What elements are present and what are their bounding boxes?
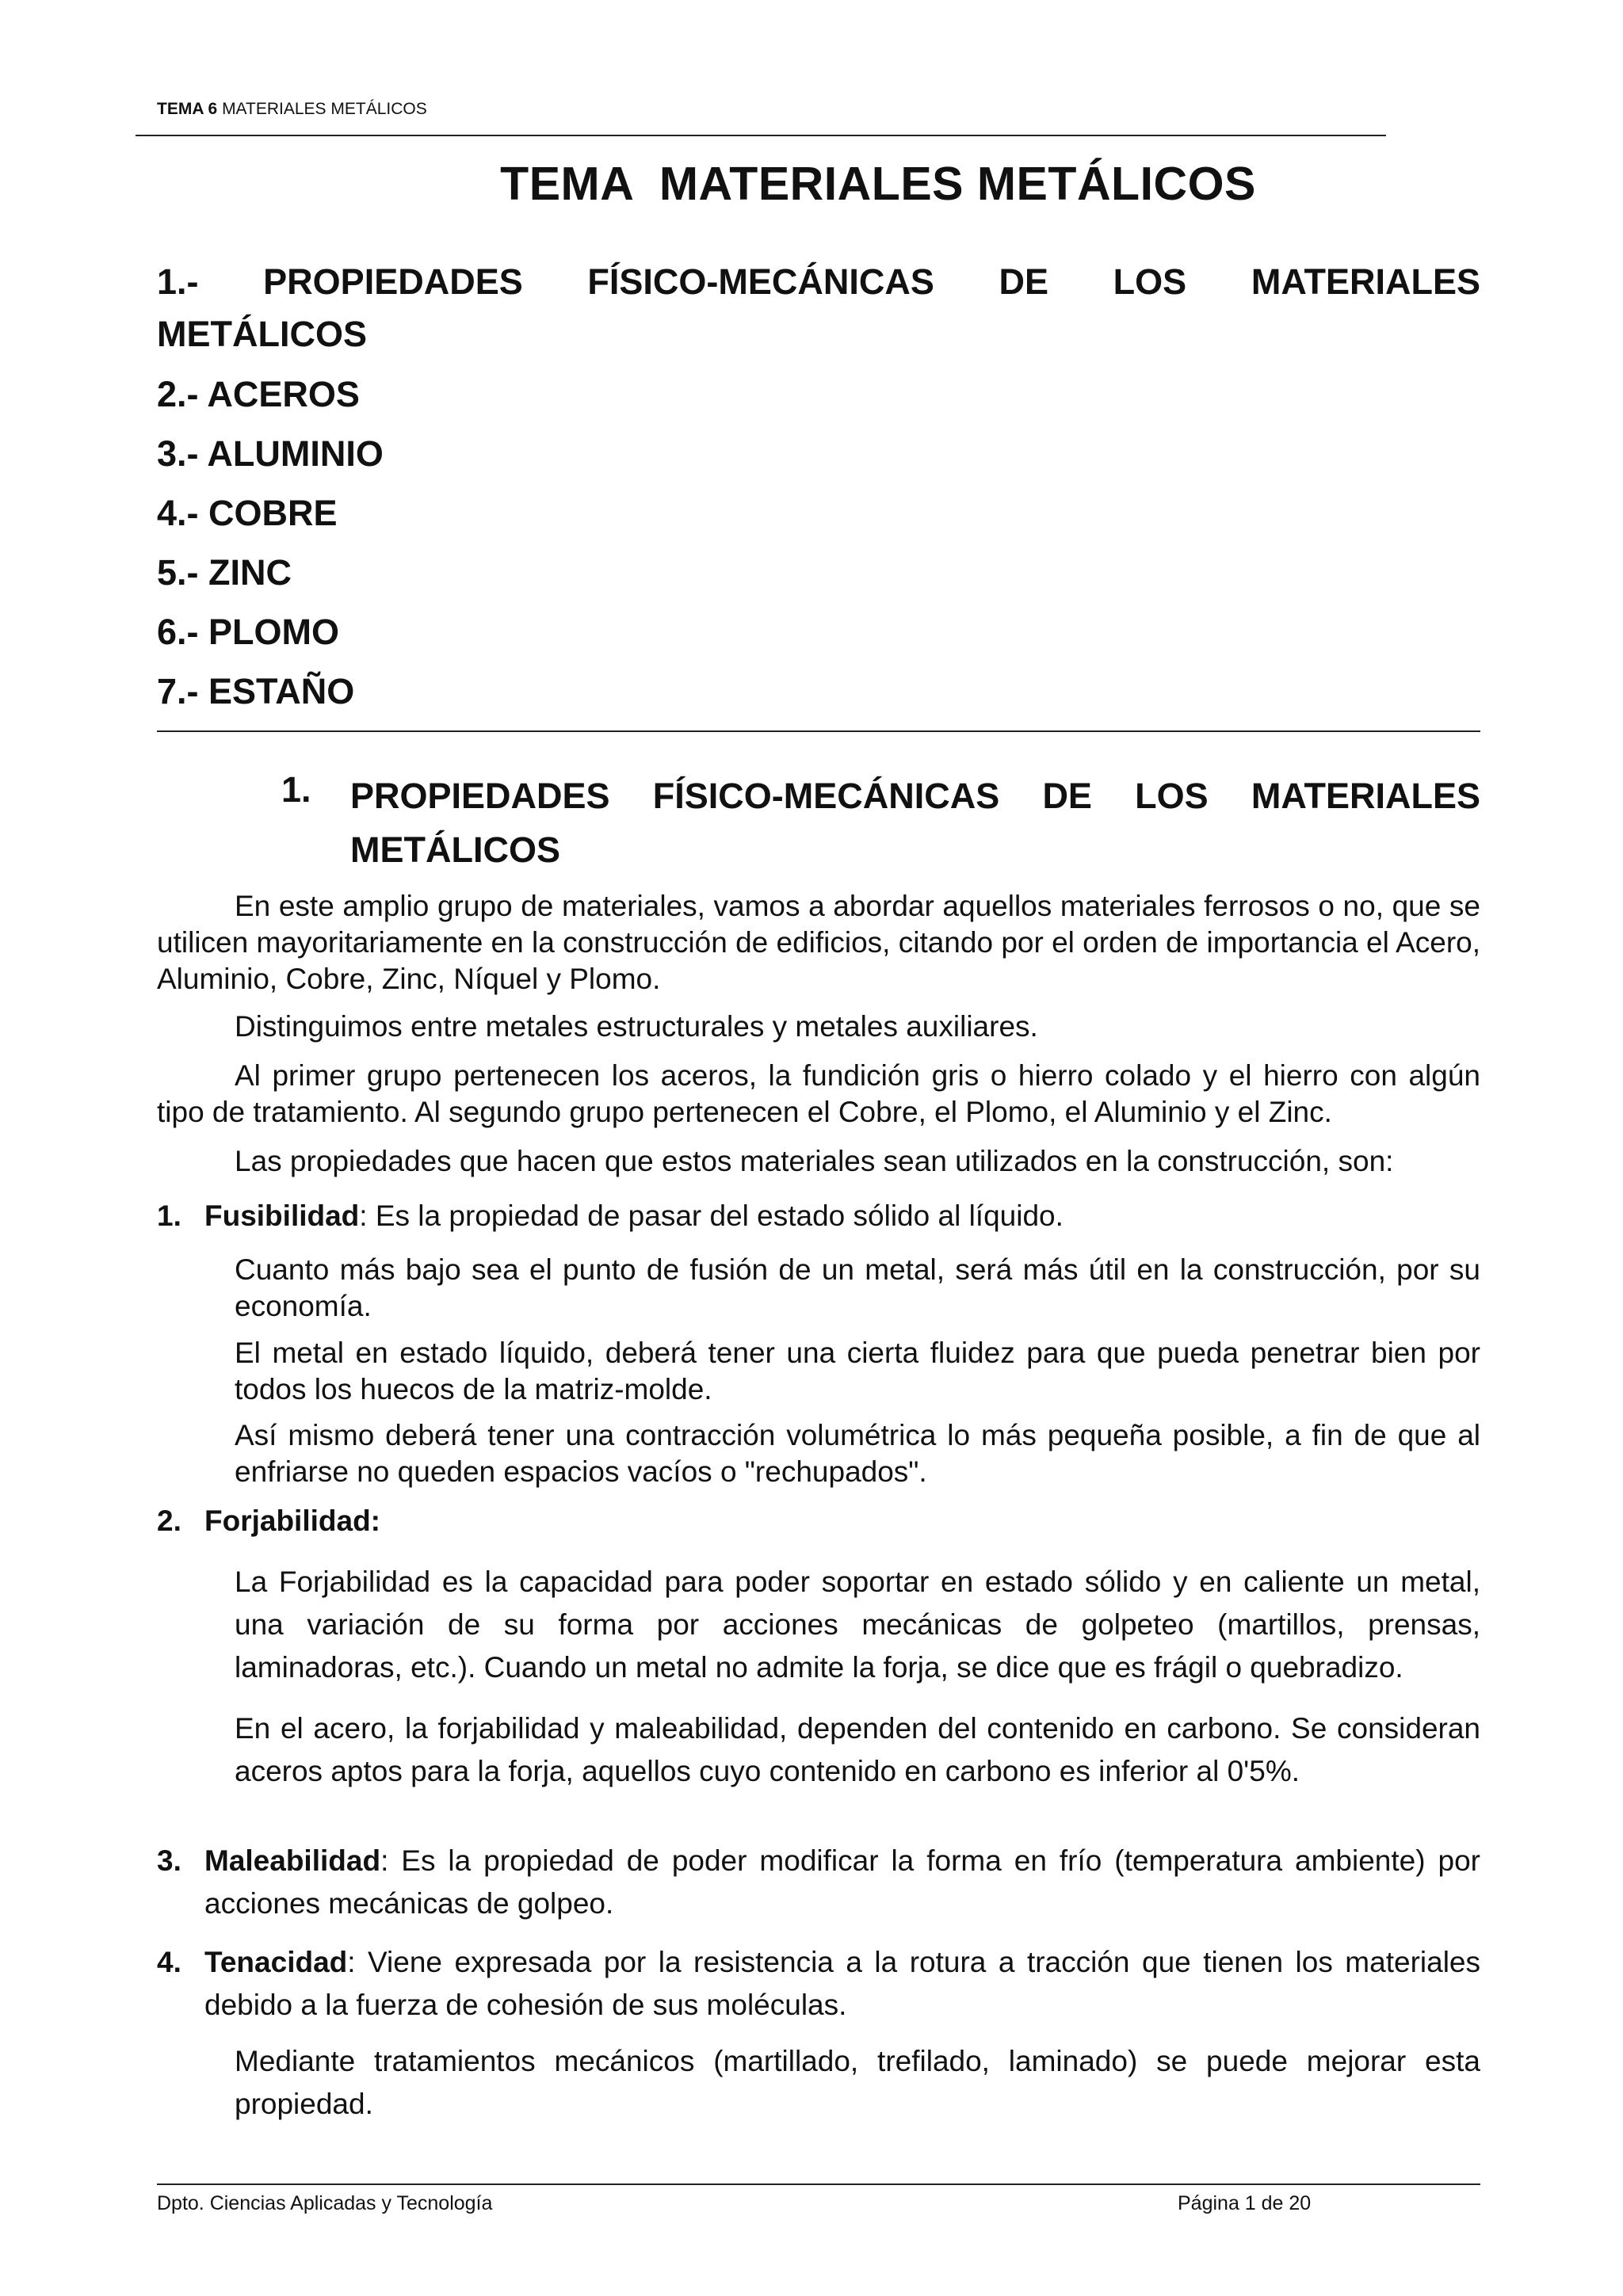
section-title-line1: PROPIEDADES FÍSICO-MECÁNICAS DE LOS MATERIALES: [350, 776, 1480, 816]
toc-item-2: 2.- ACEROS: [157, 374, 360, 414]
header-rule: [136, 135, 1386, 136]
list-item-forjabilidad: [204, 1500, 1480, 1543]
section-number: 1.: [281, 769, 311, 810]
paragraph-intro: En este amplio grupo de materiales, vamos a abordar aquellos materiales ferrosos o no, que se utilicen mayoritariamente en la construcción de edificios, citando por el orden de importancia el Acero, Aluminio, Cobre, Zinc, Níquel y Plomo.: [157, 890, 1481, 995]
toc-item-6: 6.- PLOMO: [157, 612, 340, 652]
footer-rule: [157, 2183, 1480, 2185]
fusibilidad-sub-1: Cuanto más bajo sea el punto de fusión de un metal, será más útil en la construcción, por su economía.: [235, 1253, 1480, 1322]
def-maleabilidad: : Es la propiedad de poder modificar la forma en frío (temperatura ambiente) por acciones mecánicas de golpeo.: [204, 1844, 1480, 1920]
section-title: [350, 769, 1480, 877]
list-number-4: 4.: [157, 1946, 181, 1978]
forjabilidad-sub-1: La Forjabilidad es la capacidad para poder soportar en estado sólido y en caliente un metal, una variación de su forma por acciones mecánicas de golpeteo (martillos, prensas, laminadoras, etc.). Cuando un metal no admite la forja, se dice que es frágil o quebradizo.: [235, 1566, 1480, 1684]
term-tenacidad: Tenacidad: [204, 1946, 348, 1978]
def-tenacidad: : Viene expresada por la resistencia a la rotura a tracción que tienen los materiales debido a la fuerza de cohesión de sus moléculas.: [204, 1946, 1480, 2021]
tenacidad-sub-1: Mediante tratamientos mecánicos (martillado, trefilado, laminado) se puede mejorar esta propiedad.: [235, 2045, 1480, 2120]
toc-item-1-cont: METÁLICOS: [157, 314, 367, 354]
section-title-line2: METÁLICOS: [350, 830, 560, 870]
term-maleabilidad: Maleabilidad: [204, 1844, 381, 1877]
footer-department: Dpto. Ciencias Aplicadas y Tecnología: [157, 2192, 493, 2214]
paragraph-distinguish: Distinguimos entre metales estructurales y metales auxiliares.: [235, 1010, 1038, 1043]
fusibilidad-sub-3: Así mismo deberá tener una contracción volumétrica lo más pequeña posible, a fin de que al enfriarse no queden espacios vacíos o "rechupados".: [235, 1419, 1480, 1488]
toc-item-1: 1.- PROPIEDADES FÍSICO-MECÁNICAS DE LOS MATERIALES: [157, 261, 1480, 302]
list-item-maleabilidad: [204, 1840, 1480, 1925]
def-fusibilidad: : Es la propiedad de pasar del estado sólido al líquido.: [359, 1199, 1064, 1232]
forjabilidad-sub-2: En el acero, la forjabilidad y maleabilidad, dependen del contenido en carbono. Se consideran aceros aptos para la forja, aquellos cuyo contenido en carbono es inferior al 0'5%.: [235, 1712, 1480, 1787]
list-number-3: 3.: [157, 1844, 181, 1877]
running-header-rest: MATERIALES METÁLICOS: [217, 100, 427, 118]
running-header-bold: TEMA 6: [157, 100, 218, 118]
list-number-2: 2.: [157, 1505, 181, 1537]
toc-item-4: 4.- COBRE: [157, 493, 338, 533]
toc-item-7: 7.- ESTAÑO: [157, 671, 355, 711]
toc-item-5: 5.- ZINC: [157, 552, 292, 593]
toc-rule: [157, 730, 1480, 732]
footer-page-number: Página 1 de 20: [1178, 2192, 1312, 2214]
fusibilidad-sub-2: El metal en estado líquido, deberá tener una cierta fluidez para que pueda penetrar bien por todos los huecos de la matriz-molde.: [235, 1337, 1480, 1405]
page-title: TEMA MATERIALES METÁLICOS: [500, 158, 1256, 210]
list-number-1: 1.: [157, 1199, 181, 1232]
toc-item-3: 3.- ALUMINIO: [157, 433, 384, 474]
term-forjabilidad: Forjabilidad:: [204, 1505, 380, 1537]
list-item-fusibilidad: [204, 1195, 1480, 1238]
paragraph-groups: Al primer grupo pertenecen los aceros, la fundición gris o hierro colado y el hierro con algún tipo de tratamiento. Al segundo grupo pertenecen el Cobre, el Plomo, el Aluminio y el Zinc.: [157, 1059, 1480, 1128]
term-fusibilidad: Fusibilidad: [204, 1199, 360, 1232]
running-header: [157, 100, 427, 119]
paragraph-properties: Las propiedades que hacen que estos materiales sean utilizados en la construcción, son:: [235, 1145, 1394, 1177]
list-item-tenacidad: [204, 1941, 1480, 2027]
